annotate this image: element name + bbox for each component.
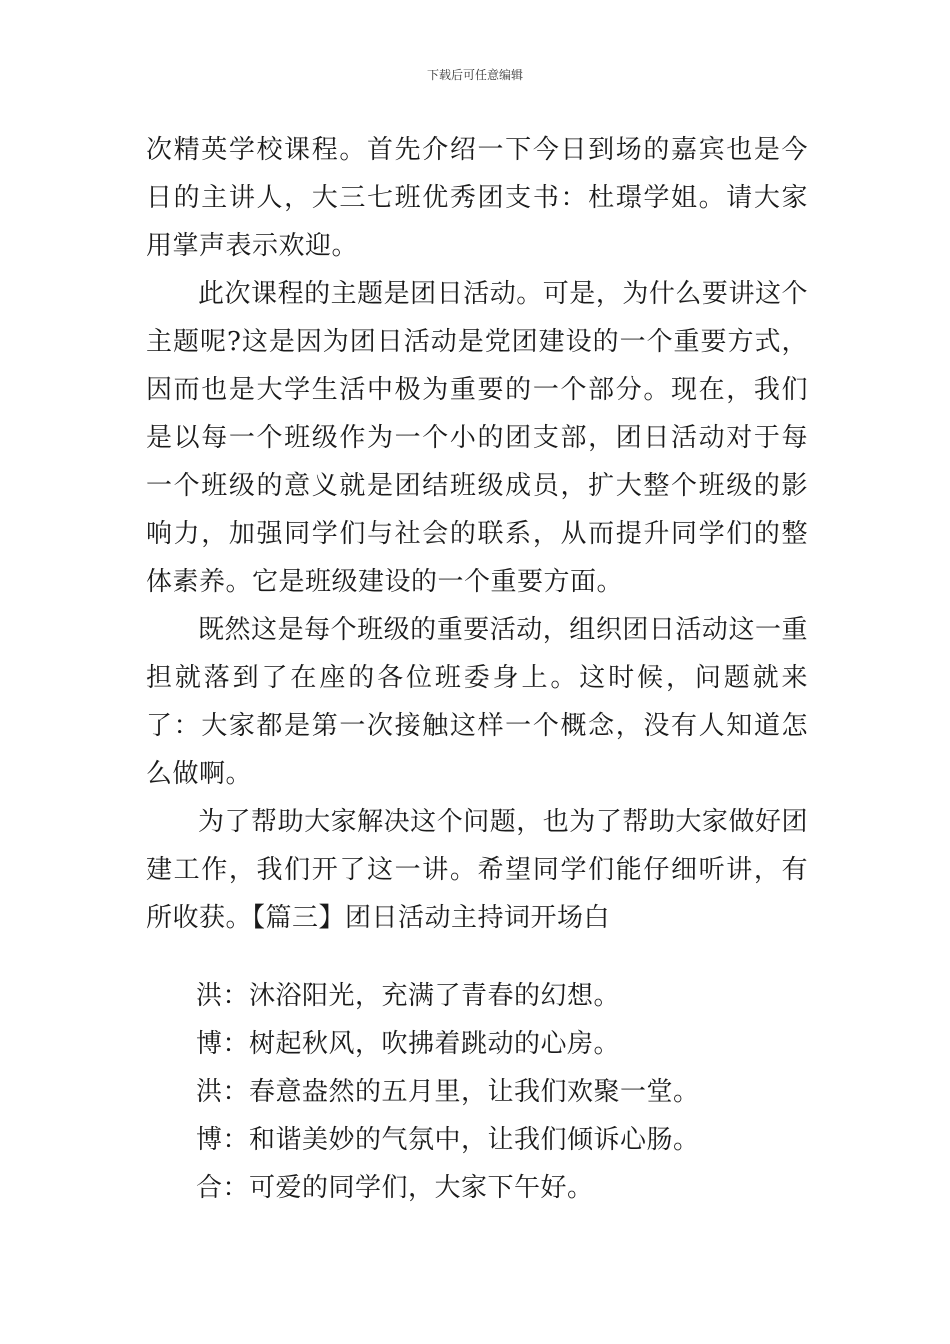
dialogue-text: 沐浴阳光，充满了青春的幻想。 [249, 981, 621, 1011]
dialogue-text: 树起秋风，吹拂着跳动的心房。 [249, 1029, 621, 1059]
speaker-label: 洪： [196, 1077, 250, 1107]
paragraph: 此次课程的主题是团日活动。可是，为什么要讲这个主题呢?这是因为团日活动是党团建设的一个重要方式，因而也是大学生活中极为重要的一个部分。现在，我们是以每一个班级作为一个小的团支部，团日活动对于每一个班级的意义就是团结班级成员，扩大整个班级的影响力，加强同学们与社会的联系，从而提升同学们的整体素养。它是班级建设的一个重要方面。 [146, 279, 808, 597]
dialogue-line [196, 972, 796, 1020]
speaker-label: 博： [196, 1125, 250, 1155]
speaker-label: 洪： [196, 981, 250, 1011]
dialogue-line [196, 1116, 796, 1164]
dialogue-text: 春意盎然的五月里，让我们欢聚一堂。 [249, 1077, 700, 1107]
host-dialogue [196, 972, 796, 1212]
page-header: 下载后可任意编辑 [426, 68, 523, 82]
speaker-label: 博： [196, 1029, 250, 1059]
dialogue-line [196, 1164, 796, 1212]
document-body [146, 126, 808, 942]
dialogue-line [196, 1068, 796, 1116]
dialogue-text: 和谐美妙的气氛中，让我们倾诉心肠。 [249, 1125, 700, 1155]
dialogue-line [196, 1020, 796, 1068]
speaker-label: 合： [196, 1173, 250, 1203]
paragraph: 次精英学校课程。首先介绍一下今日到场的嘉宾也是今日的主讲人，大三七班优秀团支书：杜璟学姐。请大家用掌声表示欢迎。 [146, 135, 808, 261]
dialogue-text: 可爱的同学们，大家下午好。 [249, 1173, 594, 1203]
paragraph: 为了帮助大家解决这个问题，也为了帮助大家做好团建工作，我们开了这一讲。希望同学们能仔细听讲，有所收获。【篇三】团日活动主持词开场白 [146, 807, 808, 933]
paragraph: 既然这是每个班级的重要活动，组织团日活动这一重担就落到了在座的各位班委身上。这时候，问题就来了：大家都是第一次接触这样一个概念，没有人知道怎么做啊。 [146, 615, 808, 789]
